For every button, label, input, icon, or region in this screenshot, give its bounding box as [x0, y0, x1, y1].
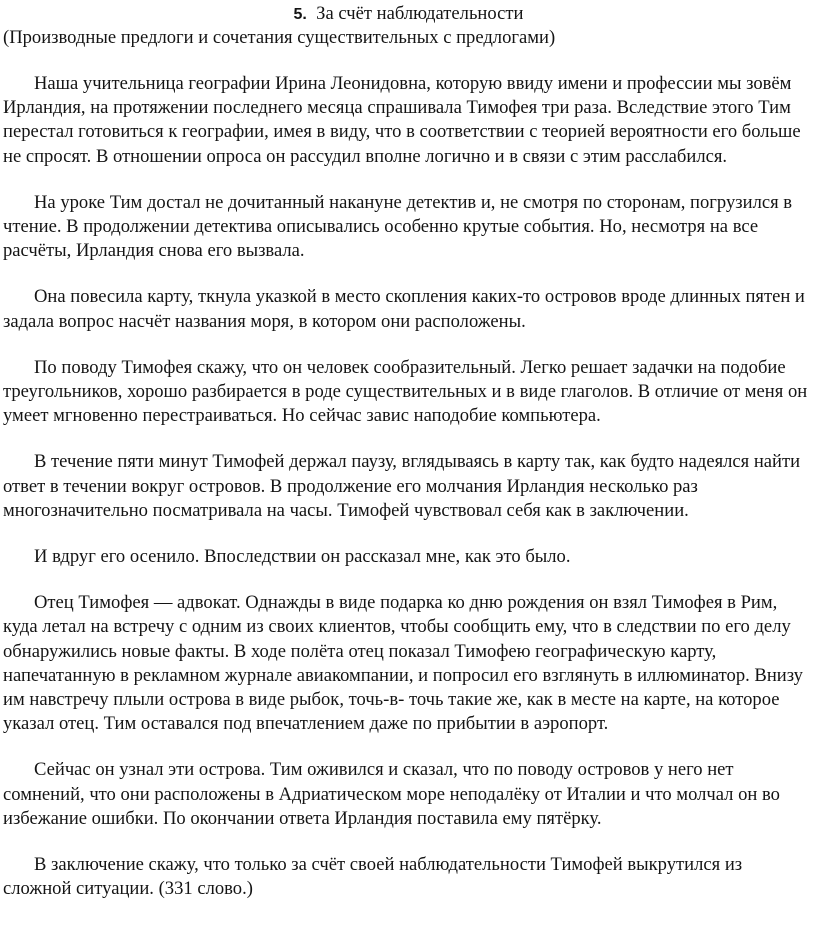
paragraph: На уроке Тим достал не дочитанный накануне детектив и, не смотря по сторонам, погрузился в чтение. В продолжении детектива описывались особенно крутые события. Но, несмотря на все расчёты, Ирландия снова его вызвала. — [3, 191, 793, 262]
paragraph: По поводу Тимофея скажу, что он человек сообразительный. Легко решает задачки на подобие треугольников, хорошо разбирается в роде существительных и в виде глаголов. В отличие от меня он умеет мгновенно перестраиваться. Но сейчас завис наподобие компьютера. — [3, 356, 808, 427]
title-number: 5. — [293, 6, 307, 23]
title-text: За счёт наблюдательности — [316, 3, 524, 24]
paragraph: В заключение скажу, что только за счёт своей наблюдательности Тимофей выкрутился из сложной ситуации. (331 слово.) — [3, 854, 743, 900]
paragraph: Сейчас он узнал эти острова. Тим оживился и сказал, что по поводу островов у него нет сомнений, что они расположены в Адриатическом море неподалёку от Италии и что молчал он во избежание ошибки. По окончании ответа Ирландия поставила ему пятёрку. — [3, 759, 780, 829]
paragraph: Наша учительница географии Ирина Леонидовна, которую ввиду имени и профессии мы зовём Ирландия, на протяжении последнего месяца спрашивала Тимофея три раза. Вследствие этого Тим перестал готовиться к географии, имея в виду, что в соответствии с теорией вероятности его больше не спросят. В отношении опроса он рассудил вполне логично и в связи с этим расслабился. — [3, 73, 801, 167]
paragraph: И вдруг его осенило. Впоследствии он рассказал мне, как это было. — [34, 546, 571, 568]
document-title — [3, 3, 814, 26]
paragraph: Отец Тимофея — адвокат. Однажды в виде подарка ко дню рождения он взял Тимофея в Рим, куда летал на встречу с одним из своих клиентов, чтобы сообщить ему, что в следствии по его делу обнаружились новые факты. В ходе полёта отец показал Тимофею географическую карту, напечатанную в рекламном журнале авиакомпании, и попросил его взглянуть в иллюминатор. Внизу им навстречу плыли острова в виде рыбок, точь-в- точь такие же, как в месте на карте, на которое указал отец. Тим оставался под впечатлением даже по прибытии в аэропорт. — [3, 592, 803, 735]
document-subtitle: (Производные предлоги и сочетания существительных с предлогами) — [3, 27, 556, 48]
paragraph: В течение пяти минут Тимофей держал паузу, вглядываясь в карту так, как будто надеялся найти ответ в течении вокруг островов. В продолжение его молчания Ирландия несколько раз многозначительно посматривала на часы. Тимофей чувствовал себя как в заключении. — [3, 451, 801, 521]
paragraph: Она повесила карту, ткнула указкой в место скопления каких-то островов вроде длинных пятен и задала вопрос насчёт названия моря, в котором они расположены. — [3, 286, 805, 332]
